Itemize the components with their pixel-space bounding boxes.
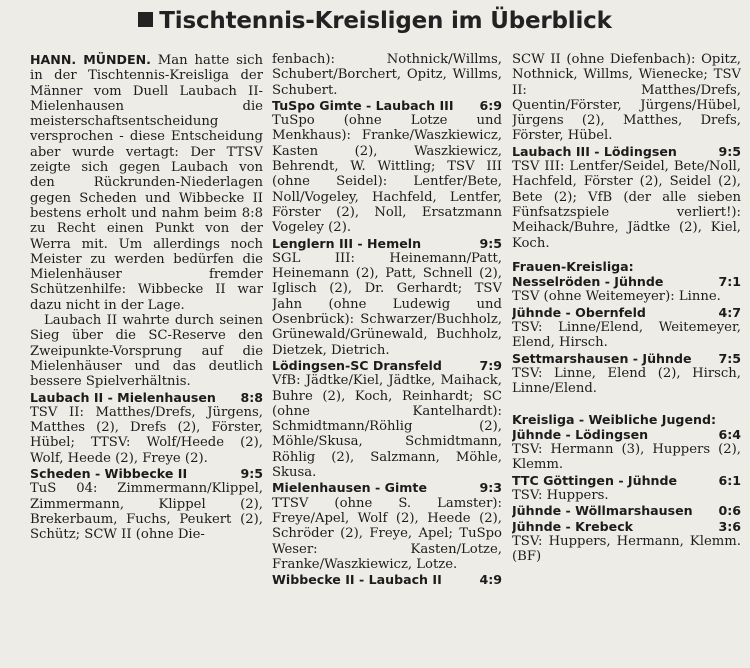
match-heading: Lenglern III - Hemeln 9:5 [272,235,502,251]
match-heading: Mielenhausen - Gimte 9:3 [272,480,502,496]
paragraph-2: Laubach II wahrte durch seinen Sieg über die SC-Reserve den Zweipunkte-Vorsprung auf die Mielenhäuser und das deutlich bessere Spielverhältnis. [30,313,263,390]
match-heading: Wibbecke II - Laubach II 4:9 [272,572,502,588]
column-3 [512,52,741,664]
match-lineup: TSV: Hermann (3), Huppers (2), Klemm. [512,442,741,473]
match-lineup: VfB: Jädtke/Kiel, Jädtke, Maihack, Buhre (2), Koch, Reinhardt; SC (ohne Kantelhardt): Schmidtmann/Röhlig (2), Möhle/Skusa, Schmidtmann, Röhlig (2), Salzmann, Möhle, Skusa. [272,373,502,481]
match-heading: TuSpo Gimte - Laubach III 6:9 [272,97,502,113]
square-bullet-icon [138,12,153,27]
match-lineup: TSV: Huppers. [512,488,609,504]
article-title-text: Tischtennis-Kreisligen im Überblick [159,8,612,34]
match-heading: TTC Göttingen - Jühnde 6:1 [512,472,741,488]
match-lineup: TSV (ohne Weitemeyer): Linne. [512,289,721,305]
match-heading: Settmarshausen - Jühnde 7:5 [512,350,741,366]
match-heading: Laubach II - Mielenhausen 8:8 [30,389,263,405]
continued-lineup: fenbach): Nothnick/Willms, Schubert/Borchert, Opitz, Willms, Schubert. [272,52,502,98]
match-heading: Jühnde - Wöllmarshausen 0:6 [512,503,741,519]
section-heading-youth: Kreisliga - Weibliche Jugend: [512,411,716,427]
match-lineup: TuSpo (ohne Lotze und Menkhaus): Franke/Waszkiewicz, Kasten (2), Waszkiewicz, Behrendt, W. Wittling; TSV III (ohne Seidel): Lentfer/Bete, Noll/Vogeley, Hachfeld, Lentfer, Förster (2), Noll, Ersatzmann Vogeley (2). [272,113,502,236]
section-heading-women: Frauen-Kreisliga: [512,258,634,274]
match-lineup: TSV II: Matthes/Drefs, Jürgens, Matthes (2), Drefs (2), Förster, Hübel; TTSV: Wolf/Heede (2), Wolf, Heede (2), Freye (2). [30,404,263,466]
match-lineup: SGL III: Heinemann/Patt, Heinemann (2), Patt, Schnell (2), Iglisch (2), Dr. Gerhardt; TSV Jahn (ohne Ludewig und Osenbrück): Schwarzer/Buchholz, Grünewald/Grünewald, Buchholz, Dietzek, Dietrich. [272,250,502,358]
match-heading: Laubach III - Lödingsen 9:5 [512,143,741,159]
article-title [0,8,750,34]
column-1 [30,52,263,664]
match-lineup: TuS 04: Zimmermann/Klippel, Zimmermann, Klippel (2), Brekerbaum, Fuchs, Peukert (2), Schütz; SCW II (ohne Die- [30,481,263,543]
continued-lineup: SCW II (ohne Diefenbach): Opitz, Nothnick, Willms, Wienecke; TSV II: Matthes/Drefs, Quentin/Förster, Jürgens/Hübel, Jürgens (2), Matthes, Drefs, Förster, Hübel. [512,52,741,144]
match-heading: Jühnde - Obernfeld 4:7 [512,304,741,320]
lead-text: Man hatte sich in der Tischtennis-Kreisliga der Männer vom Duell Laubach II-Mielenhausen die meisterschaftsentscheidung versprochen - diese Entscheidung aber wurde vertagt: Der TTSV zeigte sich gegen Laubach von den Rückrunden-Niederlagen gegen Scheden und Wibbecke II bestens erholt und nahm beim 8:8 zu Recht einen Punkt von der Werra mit. Um allerdings noch Meister zu werden bedürfen die Mielenhäuser fremder Schützenhilfe: Wibbecke II war dazu nicht in der Lage. [30,53,263,313]
match-heading: Nesselröden - Jühnde 7:1 [512,274,741,290]
dateline: HANN. MÜNDEN. [30,52,151,67]
lead-paragraph [30,52,263,313]
column-2 [272,52,502,664]
match-lineup: TSV: Linne/Elend, Weitemeyer, Elend, Hirsch. [512,320,741,351]
match-lineup: TSV: Linne, Elend (2), Hirsch, Linne/Elend. [512,365,741,397]
match-heading: Jühnde - Krebeck 3:6 [512,518,741,534]
match-lineup: TSV III: Lentfer/Seidel, Bete/Noll, Hachfeld, Förster (2), Seidel (2), Bete (2); VfB (der alle sieben Fünfsatzspiele verliert!): Meihack/Buhre, Jädtke (2), Kiel, Koch. [512,159,741,251]
match-heading: Lödingsen-SC Dransfeld 7:9 [272,357,502,373]
match-heading: Jühnde - Lödingsen 6:4 [512,426,741,442]
match-lineup: TTSV (ohne S. Lamster): Freye/Apel, Wolf (2), Heede (2), Schröder (2), Freye, Apel; TuSpo Weser: Kasten/Lotze, Franke/Waszkiewicz, Lotze. [272,495,502,572]
match-heading: Scheden - Wibbecke II 9:5 [30,466,263,482]
match-lineup: TSV: Huppers, Hermann, Klemm. (BF) [512,533,741,565]
